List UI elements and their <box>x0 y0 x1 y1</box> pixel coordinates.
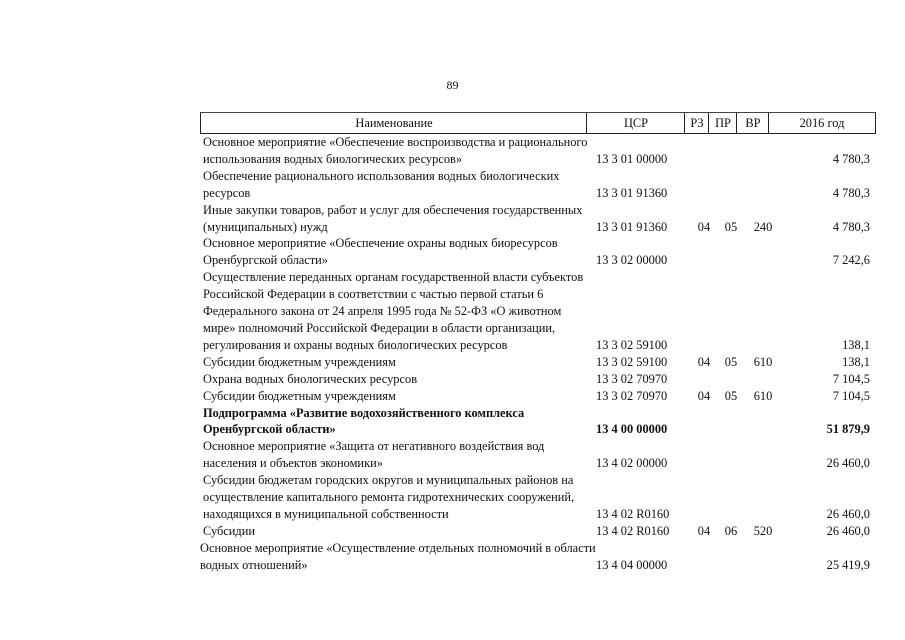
table-row <box>200 354 876 371</box>
table-row <box>200 134 876 168</box>
row-value: 25 419,9 <box>826 557 870 572</box>
row-name: Основное мероприятие «Обеспечение воспроизводства и рационального использования водных биологических ресурсов» <box>203 135 588 166</box>
row-csr: 13 3 01 00000 <box>596 151 668 166</box>
table-row <box>200 388 876 405</box>
row-name: Субсидии бюджетам городских округов и муниципальных районов на осуществление капитального ремонта гидротехнических сооружений, находящихся в муниципальной собственности <box>203 473 575 521</box>
row-csr: 13 3 02 59100 <box>596 337 668 352</box>
table-row <box>200 523 876 540</box>
table-row <box>200 202 876 236</box>
row-name: Основное мероприятие «Осуществление отдельных полномочий в области водных отношений» <box>200 540 596 572</box>
row-value: 26 460,0 <box>826 523 870 538</box>
row-csr: 13 4 04 00000 <box>596 557 668 572</box>
row-value: 26 460,0 <box>826 456 870 471</box>
table-row-subprogram <box>200 405 876 439</box>
row-vr: 610 <box>753 388 773 403</box>
row-csr: 13 3 02 70970 <box>596 371 668 386</box>
row-csr: 13 4 02 R0160 <box>596 506 670 521</box>
row-value: 51 879,9 <box>826 422 870 437</box>
page-number: 89 <box>446 78 459 92</box>
row-name: Основное мероприятие «Защита от негативного воздействия вод населения и объектов экономики» <box>203 439 545 471</box>
row-vr: 610 <box>753 354 773 369</box>
header-rz: РЗ <box>684 113 709 133</box>
header-year: 2016 год <box>768 113 876 133</box>
row-value: 7 104,5 <box>832 371 870 386</box>
row-value: 4 780,3 <box>832 219 870 234</box>
row-value: 4 780,3 <box>832 185 870 200</box>
row-name: Охрана водных биологических ресурсов <box>203 371 418 386</box>
row-pr: 05 <box>724 388 738 403</box>
table-row <box>200 168 876 202</box>
table-header <box>200 112 876 134</box>
row-name: Субсидии <box>203 523 255 538</box>
row-name: Подпрограмма «Развитие водохозяйственного комплекса Оренбургской области» <box>203 405 525 437</box>
budget-table <box>200 112 876 574</box>
table-row <box>200 235 876 269</box>
row-csr: 13 4 02 00000 <box>596 456 668 471</box>
row-name: Осуществление переданных органам государственной власти субъектов Российской Федерации в соответствии с частью первой статьи 6 Федерального закона от 24 апреля 1995 года № 52-ФЗ «О животном мире» полномочий Российской Федерации в области организации, регулирования и охраны водных биологических ресурсов <box>203 270 584 352</box>
row-pr: 05 <box>724 354 738 369</box>
header-vr: ВР <box>736 113 769 133</box>
row-csr: 13 4 02 R0160 <box>596 523 670 538</box>
row-csr: 13 3 01 91360 <box>596 219 668 234</box>
row-csr: 13 4 00 00000 <box>596 422 668 437</box>
row-pr: 06 <box>724 523 738 538</box>
row-csr: 13 3 02 59100 <box>596 354 668 369</box>
table-row <box>200 540 876 574</box>
row-name: Субсидии бюджетным учреждениям <box>203 388 396 403</box>
row-name: Субсидии бюджетным учреждениям <box>203 354 396 369</box>
row-name: Иные закупки товаров, работ и услуг для обеспечения государственных (муниципальных) нужд <box>203 202 583 234</box>
row-csr: 13 3 01 91360 <box>596 185 668 200</box>
table-row <box>200 438 876 472</box>
header-name: Наименование <box>200 113 587 133</box>
row-value: 138,1 <box>842 354 870 369</box>
row-vr: 240 <box>753 219 773 234</box>
table-row <box>200 472 876 523</box>
row-value: 7 242,6 <box>832 253 870 268</box>
row-value: 138,1 <box>842 337 870 352</box>
table-row <box>200 371 876 388</box>
row-pr: 05 <box>724 219 738 234</box>
row-csr: 13 3 02 70970 <box>596 388 668 403</box>
row-rz: 04 <box>697 219 711 234</box>
row-rz: 04 <box>697 388 711 403</box>
row-value: 4 780,3 <box>832 151 870 166</box>
header-pr: ПР <box>708 113 737 133</box>
row-csr: 13 3 02 00000 <box>596 253 668 268</box>
row-rz: 04 <box>697 523 711 538</box>
header-csr: ЦСР <box>586 113 685 133</box>
row-name: Обеспечение рационального использования водных биологических ресурсов <box>203 168 560 200</box>
row-vr: 520 <box>753 523 773 538</box>
row-value: 26 460,0 <box>826 506 870 521</box>
row-name: Основное мероприятие «Обеспечение охраны водных биоресурсов Оренбургской области» <box>203 236 558 268</box>
row-rz: 04 <box>697 354 711 369</box>
table-row <box>200 269 876 354</box>
row-value: 7 104,5 <box>832 388 870 403</box>
